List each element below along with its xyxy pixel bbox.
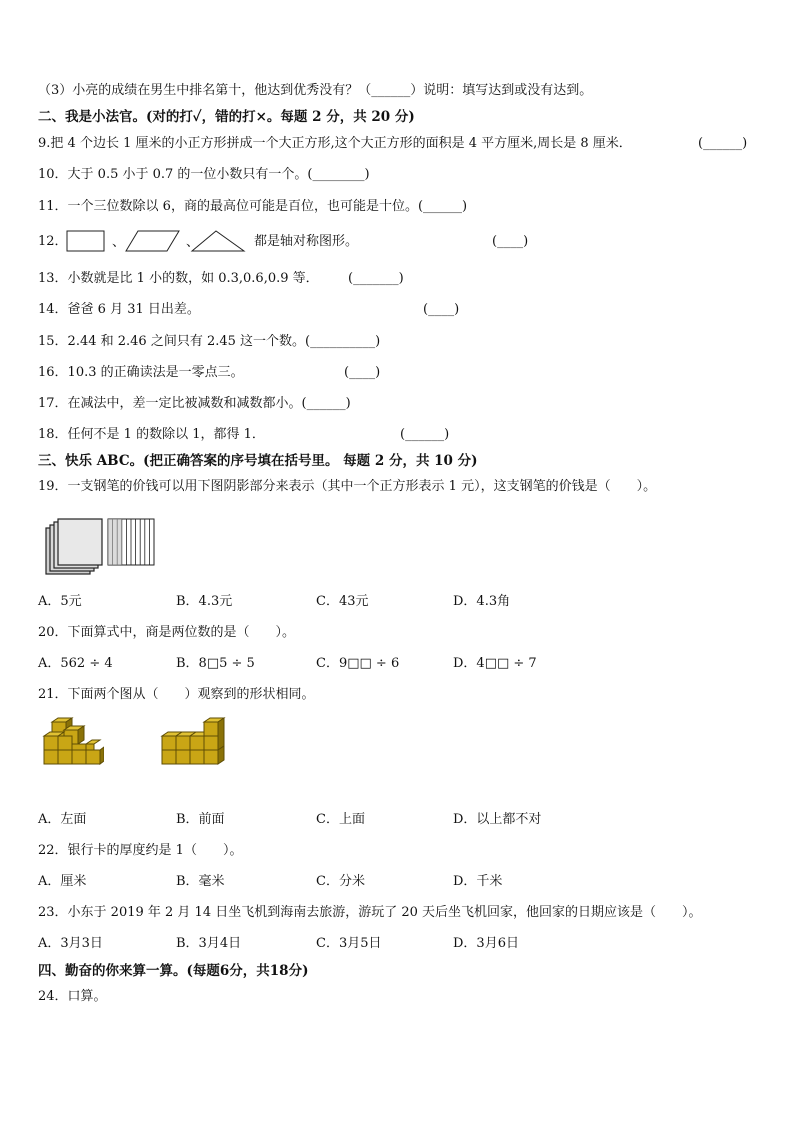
question-20: 20．下面算式中，商是两位数的是（ ）。 <box>38 625 296 640</box>
q21-option-d[interactable]: D．以上都不对 <box>453 812 542 827</box>
q12-sep-2: 、 <box>186 235 200 250</box>
shaded-strips-icon <box>108 519 122 565</box>
question-14-blank[interactable]: (____) <box>423 302 460 317</box>
question-24: 24．口算。 <box>38 989 107 1004</box>
question-18: 18．任何不是 1 的数除以 1，都得 1． <box>38 427 265 442</box>
question-17: 17．在减法中，差一定比被减数和减数都小。(______) <box>38 396 351 411</box>
q20-option-c[interactable]: C．9□□ ÷ 6 <box>316 656 400 671</box>
q21-option-c[interactable]: C．上面 <box>316 812 365 827</box>
q19-option-d[interactable]: D．4.3角 <box>453 594 511 609</box>
q23-option-b[interactable]: B．3月4日 <box>176 936 242 951</box>
question-16: 16．10.3 的正确读法是一零点三。 <box>38 365 244 380</box>
question-11: 11．一个三位数除以 6，商的最高位可能是百位，也可能是十位。(______) <box>38 199 468 214</box>
question-23: 23．小东于 2019 年 2 月 14 日坐飞机到海南去旅游，游玩了 20 天后坐飞机回家，他回家的日期应该是（ ）。 <box>38 905 702 920</box>
q20-option-a[interactable]: A．562 ÷ 4 <box>38 656 113 671</box>
question-3-sub: （3）小亮的成绩在男生中排名第十，他达到优秀没有？（______）说明：填写达到或没有达到。 <box>38 83 593 98</box>
q19-option-c[interactable]: C．43元 <box>316 594 369 609</box>
q23-option-d[interactable]: D．3月6日 <box>453 936 519 951</box>
section-2-heading: 二、我是小法官。(对的打✓，错的打×。每题 2 分，共 20 分) <box>38 109 415 125</box>
q21-cube-figure-left <box>42 716 104 768</box>
q22-option-c[interactable]: C．分米 <box>316 874 365 889</box>
question-22: 22．银行卡的厚度约是 1（ ）。 <box>38 843 243 858</box>
q21-cube-figure-right <box>160 716 226 768</box>
question-21: 21．下面两个图从（ ）观察到的形状相同。 <box>38 687 315 702</box>
q23-option-a[interactable]: A．3月3日 <box>38 936 103 951</box>
q21-option-b[interactable]: B．前面 <box>176 812 225 827</box>
question-9: 9.把 4 个边长 1 厘米的小正方形拼成一个大正方形,这个大正方形的面积是 4 平方厘米,周长是 8 厘米． <box>38 136 632 151</box>
question-9-blank[interactable]: (______) <box>698 136 748 151</box>
shaded-square-icon <box>58 519 102 565</box>
q19-figure <box>44 518 164 580</box>
q20-option-b[interactable]: B．8□5 ÷ 5 <box>176 656 255 671</box>
question-14: 14．爸爸 6 月 31 日出差。 <box>38 302 200 317</box>
q22-option-a[interactable]: A．厘米 <box>38 874 87 889</box>
question-19: 19．一支钢笔的价钱可以用下图阴影部分来表示（其中一个正方形表示 1 元），这支钢笔的价钱是（ ）。 <box>38 479 657 494</box>
q23-option-c[interactable]: C．3月5日 <box>316 936 382 951</box>
question-13-blank[interactable]: (_______) <box>348 271 404 286</box>
q19-option-b[interactable]: B．4.3元 <box>176 594 233 609</box>
question-10: 10．大于 0.5 小于 0.7 的一位小数只有一个。(________) <box>38 167 370 182</box>
section-4-heading: 四、勤奋的你来算一算。(每题6分，共18分) <box>38 963 309 979</box>
question-15: 15．2.44 和 2.46 之间只有 2.45 这一个数。(__________) <box>38 334 381 349</box>
question-16-blank[interactable]: (____) <box>344 365 381 380</box>
q12-shapes <box>66 229 256 255</box>
question-12-blank[interactable]: (____) <box>492 234 529 249</box>
section-3-heading: 三、快乐 ABC。(把正确答案的序号填在括号里。 每题 2 分，共 10 分) <box>38 453 478 469</box>
parallelogram-shape <box>126 231 179 251</box>
triangle-shape <box>192 231 244 251</box>
question-13: 13．小数就是比 1 小的数，如 0.3,0.6,0.9 等． <box>38 271 319 286</box>
q19-option-a[interactable]: A．5元 <box>38 594 82 609</box>
question-12-number: 12． <box>38 234 68 249</box>
q21-option-a[interactable]: A．左面 <box>38 812 87 827</box>
q12-sep-1: 、 <box>112 235 126 250</box>
question-12-tail: 都是轴对称图形。 <box>254 234 359 249</box>
rectangle-shape <box>67 231 104 251</box>
q20-option-d[interactable]: D．4□□ ÷ 7 <box>453 656 537 671</box>
q22-option-d[interactable]: D．千米 <box>453 874 503 889</box>
question-18-blank[interactable]: (______) <box>400 427 450 442</box>
q22-option-b[interactable]: B．毫米 <box>176 874 225 889</box>
